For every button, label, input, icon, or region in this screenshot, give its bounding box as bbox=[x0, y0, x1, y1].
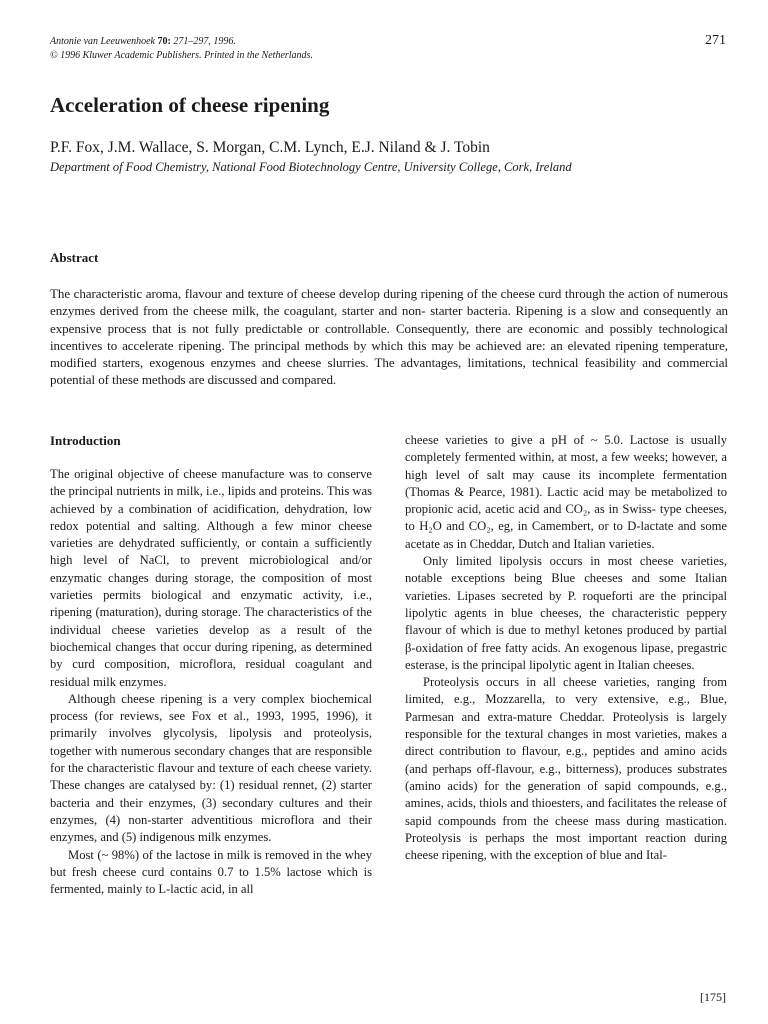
page-number: 271 bbox=[705, 33, 726, 48]
footer-page-reference: [175] bbox=[700, 990, 726, 1004]
abstract-heading: Abstract bbox=[50, 250, 99, 265]
right-column bbox=[405, 432, 727, 864]
copyright-line: © 1996 Kluwer Academic Publishers. Printed in the Netherlands. bbox=[50, 50, 313, 61]
affiliation: Department of Food Chemistry, National Food Biotechnology Centre, University College, Cork, Ireland bbox=[50, 160, 572, 174]
intro-paragraph-2: Although cheese ripening is a very complex biochemical process (for reviews, see Fox et al., 1993, 1995, 1996), it primarily involves glycolysis, lipolysis and proteolysis, together with numerous secondary changes that are responsible for the characteristic flavour and texture of each cheese variety. These changes are catalysed by: (1) residual rennet, (2) starter bacteria and their enzymes, (3) secondary cultures and their enzymes, (4) non-starter adventitious microflora and their enzymes, and (5) indigenous milk enzymes. bbox=[50, 691, 372, 845]
abstract-text: The characteristic aroma, flavour and texture of cheese develop during ripening of the cheese curd through the action of numerous enzymes derived from the cheese milk, the coagulant, starter and non- starter bacteria. Ripening is a slow and consequently an expensive process that is not fully predictable or controllable. Consequently, there are economic and possibly technological incentives to accelerate ripening. The principal methods by which this may be achieved are: an elevated ripening temperature, modified starters, exogenous enzymes and cheese slurries. The advantages, limitations, technical feasibility and commercial potential of these methods are discussed and compared. bbox=[50, 286, 728, 388]
introduction-heading: Introduction bbox=[50, 433, 121, 448]
journal-pages-year: 271–297, 1996. bbox=[173, 36, 236, 47]
left-column bbox=[50, 432, 372, 898]
citation-line bbox=[50, 35, 730, 49]
running-head bbox=[50, 35, 730, 63]
journal-volume: 70: bbox=[157, 36, 171, 47]
intro-paragraph-proteolysis: Proteolysis occurs in all cheese varieties, ranging from limited, e.g., Mozzarella, to very extensive, e.g., Blue, Parmesan and extra-mature Cheddar. Proteolysis is largely responsible for the textural changes in most varieties, makes a direct contribution to flavour, e.g., peptides and amino acids (and perhaps off-flavour, e.g., bitterness), produces substrates (amino acids) for the generation of sapid compounds, e.g., amines, acids, thiols and thioesters, and facilitates the release of sapid compounds from the cheese mass during mastication. Proteolysis is perhaps the most important reaction during cheese ripening, with the exception of blue and Ital- bbox=[405, 675, 727, 863]
intro-paragraph-1: The original objective of cheese manufacture was to conserve the principal nutrients in milk, i.e., lipids and proteins. This was achieved by a combination of acidification, dehydration, low redox potential and salting. Although a few minor cheese varieties are dehydrated sufficiently, or contain a sufficiently high level of NaCl, to prevent microbiological and/or enzymatic changes during storage, the composition of most varieties permits biological and enzymatic activity, i.e., ripening (maturation), during storage. The characteristics of the individual cheese varieties develop as a result of the biochemical changes that occur during ripening, as determined by curd composition, microflora, residual coagulant and residual milk enzymes. bbox=[50, 467, 372, 689]
journal-name: Antonie van Leeuwenhoek bbox=[50, 36, 155, 47]
paper-title: Acceleration of cheese ripening bbox=[50, 93, 330, 117]
intro-paragraph-lipolysis: Only limited lipolysis occurs in most cheese varieties, notable exceptions being Blue cheeses and some Italian varieties. Lipases secreted by P. roqueforti are the principal lipolytic agents in blue cheeses, the characteristic peppery flavour of which is due to methyl ketones produced by partial β-oxidation of free fatty acids. An exogenous lipase, pregastric esterase, is the principal lipolytic agent in Italian cheeses. bbox=[405, 554, 727, 672]
intro-paragraph-3-continued: cheese varieties to give a pH of ~ 5.0. Lactose is usually completely fermented within, at most, a few weeks; however, a high level of salt may cause its incomplete fermentation (Thomas & Pearce, 1981). Lactic acid may be metabolized to propionic acid, acetic acid and CO₂, as in Swiss- type cheeses, to H₂O and CO₂, eg, in Camembert, or to D-lactate and some acetate as in Cheddar, Dutch and Italian varieties. bbox=[405, 433, 727, 551]
intro-paragraph-3: Most (~ 98%) of the lactose in milk is removed in the whey but fresh cheese curd contains 0.7 to 1.5% lactose which is fermented, mainly to L-lactic acid, in all bbox=[50, 847, 372, 897]
author-list: P.F. Fox, J.M. Wallace, S. Morgan, C.M. Lynch, E.J. Niland & J. Tobin bbox=[50, 139, 490, 156]
